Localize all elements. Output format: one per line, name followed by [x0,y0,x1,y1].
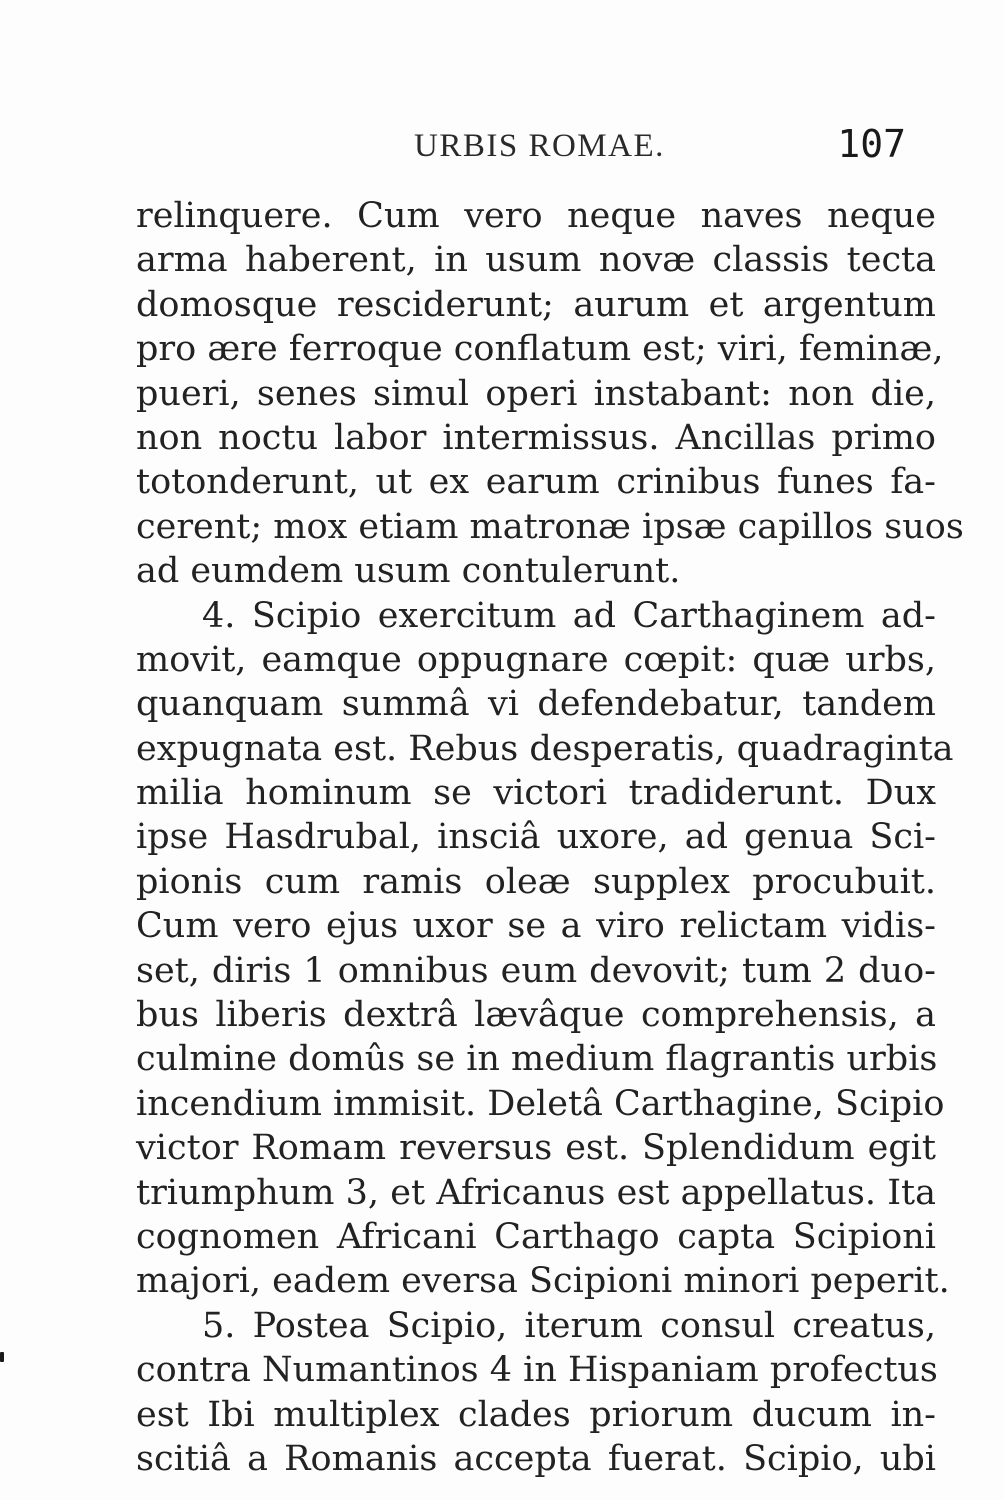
text-line: pueri, senes simul operi instabant: non die, [136,373,936,414]
text-line: relinquere. Cum vero neque naves neque [136,196,936,236]
paragraph-start-line: 4. Scipio exercitum ad Carthaginem ad- [202,595,936,636]
text-line: ad eumdem usum contulerunt. [136,551,681,592]
text-line: pro ære ferroque conflatum est; viri, feminæ, [136,329,944,370]
text-line: milia hominum se victori tradiderunt. Dux [136,773,936,814]
body-text [136,194,964,1481]
paragraph-start-line: 5. Postea Scipio, iterum consul creatus, [202,1305,936,1346]
text-line: arma haberent, in usum novæ classis tecta [136,240,936,281]
running-title: URBIS ROMAE. [414,128,665,164]
text-line: triumphum 3, et Africanus est appellatus. Ita [136,1172,936,1213]
page-number: 107 [837,122,906,166]
margin-mark [0,1352,4,1362]
text-line: bus liberis dextrâ lævâque comprehensis, a [136,995,936,1036]
text-line: incendium immisit. Deletâ Carthagine, Scipio [136,1083,945,1124]
text-line: set, diris 1 omnibus eum devovit; tum 2 duo- [136,950,936,991]
text-line: quanquam summâ vi defendebatur, tandem [136,684,936,725]
text-line: victor Romam reversus est. Splendidum egit [136,1128,936,1169]
text-line: cerent; mox etiam matronæ ipsæ capillos suos [136,506,964,547]
running-head [136,122,936,172]
text-line: non noctu labor intermissus. Ancillas primo [136,417,936,458]
text-line: est Ibi multiplex clades priorum ducum in- [136,1394,936,1435]
text-line: majori, eadem eversa Scipioni minori peperit. [136,1261,950,1302]
text-line: scitiâ a Romanis accepta fuerat. Scipio, ubi [136,1438,936,1479]
text-line: culmine domûs se in medium flagrantis urbis [136,1039,938,1080]
text-line: Cum vero ejus uxor se a viro relictam vidis- [136,906,936,947]
text-line: expugnata est. Rebus desperatis, quadraginta [136,728,954,769]
text-line: cognomen Africani Carthago capta Scipioni [136,1216,936,1257]
text-line: totonderunt, ut ex earum crinibus funes fa- [136,462,936,503]
text-line: ipse Hasdrubal, insciâ uxore, ad genua Sci- [136,817,936,858]
text-line: movit, eamque oppugnare cœpit: quæ urbs, [136,639,936,680]
text-line: contra Numantinos 4 in Hispaniam profectus [136,1350,938,1391]
text-line: domosque resciderunt; aurum et argentum [136,284,936,325]
text-line: pionis cum ramis oleæ supplex procubuit. [136,861,936,902]
